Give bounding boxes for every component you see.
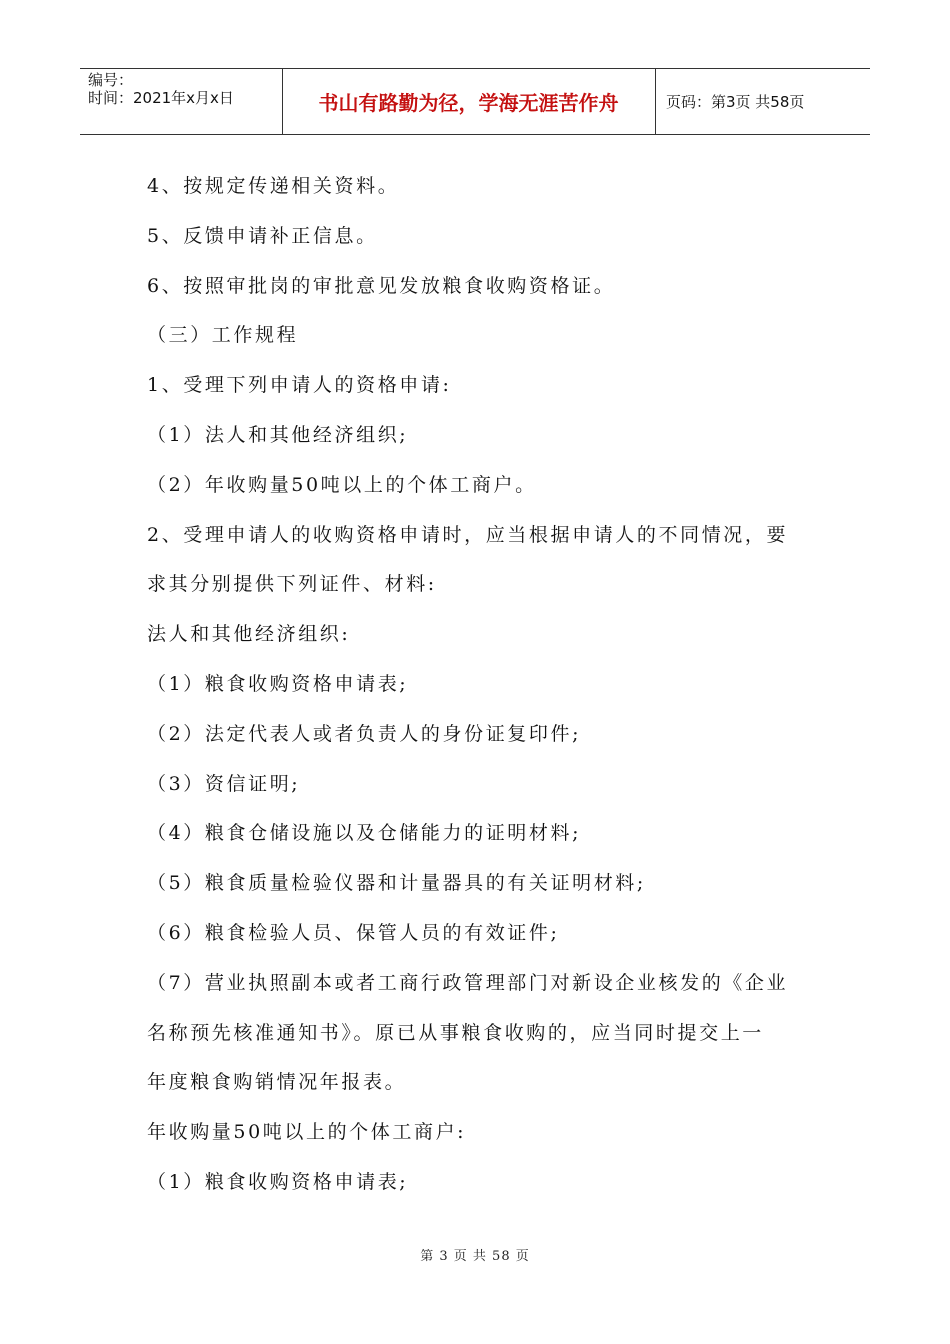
body-line: 法人和其他经济组织: xyxy=(147,623,351,646)
body-line: 年收购量50吨以上的个体工商户: xyxy=(147,1121,467,1144)
body-line: （3）资信证明; xyxy=(147,772,301,795)
body-line: 名称预先核准通知书》。原已从事粮食收购的，应当同时提交上一 xyxy=(147,1021,764,1044)
header-page-info: 页码：第3页 共58页 xyxy=(666,93,805,111)
header-motto: 书山有路勤为径，学海无涯苦作舟 xyxy=(318,91,619,115)
section-heading: （三）工作规程 xyxy=(147,324,299,347)
body-line: 2、受理申请人的收购资格申请时，应当根据申请人的不同情况，要 xyxy=(147,523,789,546)
body-line: （7）营业执照副本或者工商行政管理部门对新设企业核发的《企业 xyxy=(147,971,789,994)
body-line: （1）粮食收购资格申请表; xyxy=(147,1170,409,1193)
body-line: 6、按照审批岗的审批意见发放粮食收购资格证。 xyxy=(147,274,616,297)
body-line: 5、反馈申请补正信息。 xyxy=(147,224,378,247)
header-meta xyxy=(80,69,282,134)
header-number-label: 编号： xyxy=(88,71,134,89)
body-line: （1）法人和其他经济组织; xyxy=(147,423,409,446)
header-date-label: 时间：2021年x月x日 xyxy=(88,89,234,107)
body-line: 年度粮食购销情况年报表。 xyxy=(147,1071,407,1094)
body-line: （2）年收购量50吨以上的个体工商户。 xyxy=(147,473,537,496)
document-body xyxy=(147,162,817,1208)
body-line: （6）粮食检验人员、保管人员的有效证件; xyxy=(147,921,560,944)
page-header xyxy=(80,68,870,135)
body-line: （4）粮食仓储设施以及仓储能力的证明材料; xyxy=(147,822,582,845)
body-line: （2）法定代表人或者负责人的身份证复印件; xyxy=(147,722,582,745)
body-line: 求其分别提供下列证件、材料: xyxy=(147,573,437,596)
body-line: 1、受理下列申请人的资格申请: xyxy=(147,374,452,397)
body-line: （5）粮食质量检验仪器和计量器具的有关证明材料; xyxy=(147,872,646,895)
page-footer: 第 3 页 共 58 页 xyxy=(420,1249,530,1264)
body-line: （1）粮食收购资格申请表; xyxy=(147,672,409,695)
body-line: 4、按规定传递相关资料。 xyxy=(147,175,400,197)
